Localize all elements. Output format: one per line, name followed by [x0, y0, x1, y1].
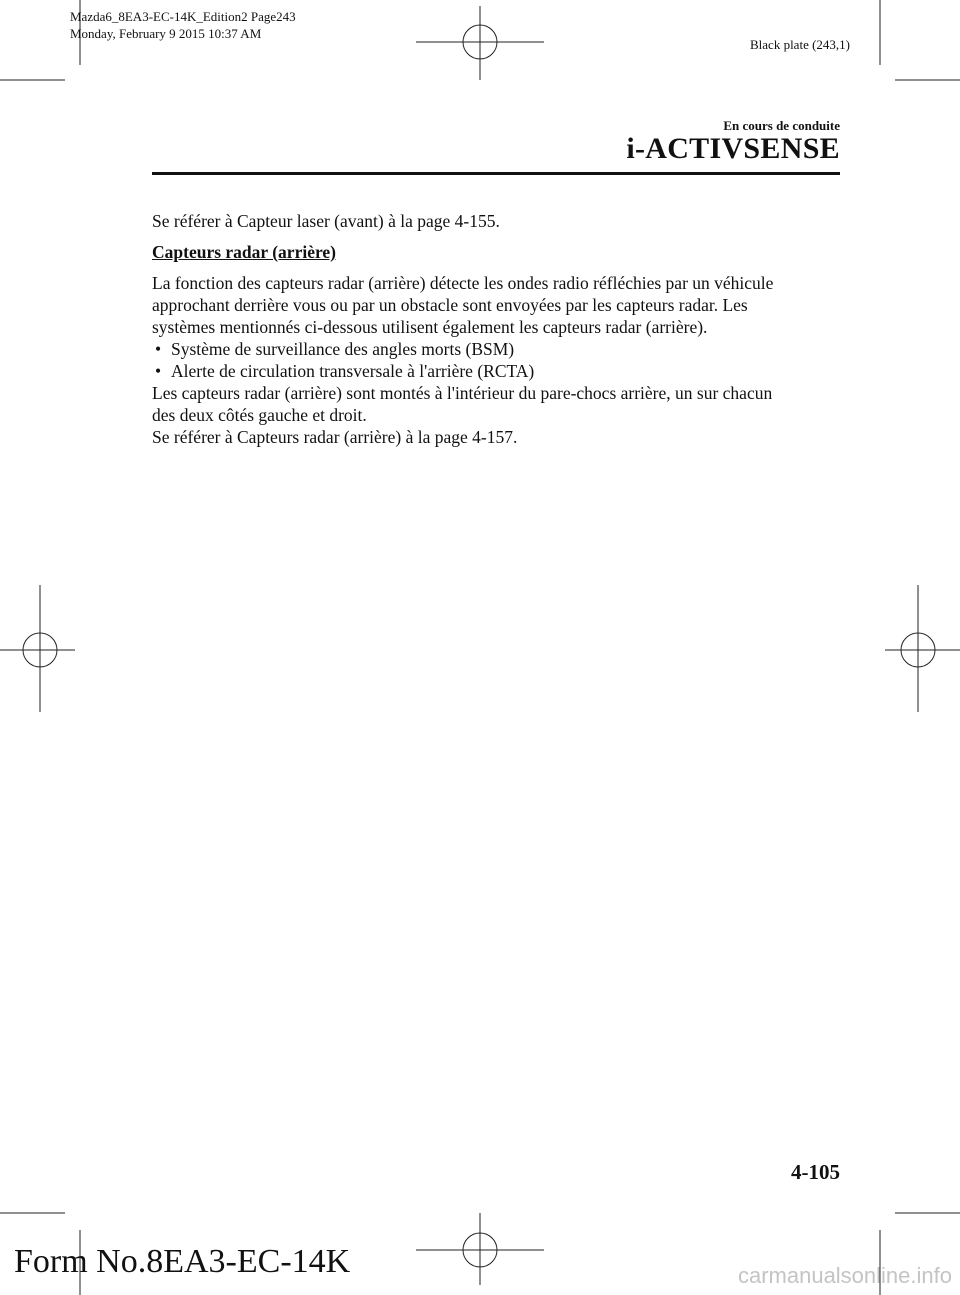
list-item-bsm: • Système de surveillance des angles morts (BSM) — [152, 338, 840, 360]
reference-laser-sensor: Se référer à Capteur laser (avant) à la page 4-155. — [152, 211, 500, 231]
paragraph-line: La fonction des capteurs radar (arrière) détecte les ondes radio réfléchies par un véhicule — [152, 273, 774, 293]
page-content — [152, 210, 840, 448]
paragraph-line: approchant derrière vous ou par un obstacle sont envoyées par les capteurs radar. Les — [152, 295, 748, 315]
plate-label: Black plate (243,1) — [750, 37, 850, 52]
subsection-heading: Capteurs radar (arrière) — [152, 242, 337, 262]
reference-radar-sensor: Se référer à Capteurs radar (arrière) à la page 4-157. — [152, 427, 518, 447]
paragraph-line: systèmes mentionnés ci-dessous utilisent également les capteurs radar (arrière). — [152, 317, 708, 337]
print-job-filename: Mazda6_8EA3-EC-14K_Edition2 Page243 — [70, 9, 296, 24]
section-title: i-ACTIVSENSE — [626, 132, 840, 165]
print-job-info — [70, 8, 296, 42]
paragraph-line: des deux côtés gauche et droit. — [152, 405, 367, 425]
system-list — [152, 338, 840, 382]
list-item-rcta: • Alerte de circulation transversale à l'arrière (RCTA) — [152, 360, 840, 382]
watermark: carmanualsonline.info — [737, 1263, 952, 1288]
page-number: 4-105 — [791, 1160, 840, 1184]
header-divider — [152, 172, 840, 175]
paragraph-line: Les capteurs radar (arrière) sont montés à l'intérieur du pare-chocs arrière, un sur chacun — [152, 383, 773, 403]
form-number: Form No.8EA3-EC-14K — [14, 1243, 351, 1280]
section-subtitle: En cours de conduite — [723, 118, 840, 133]
print-job-timestamp: Monday, February 9 2015 10:37 AM — [70, 26, 262, 41]
